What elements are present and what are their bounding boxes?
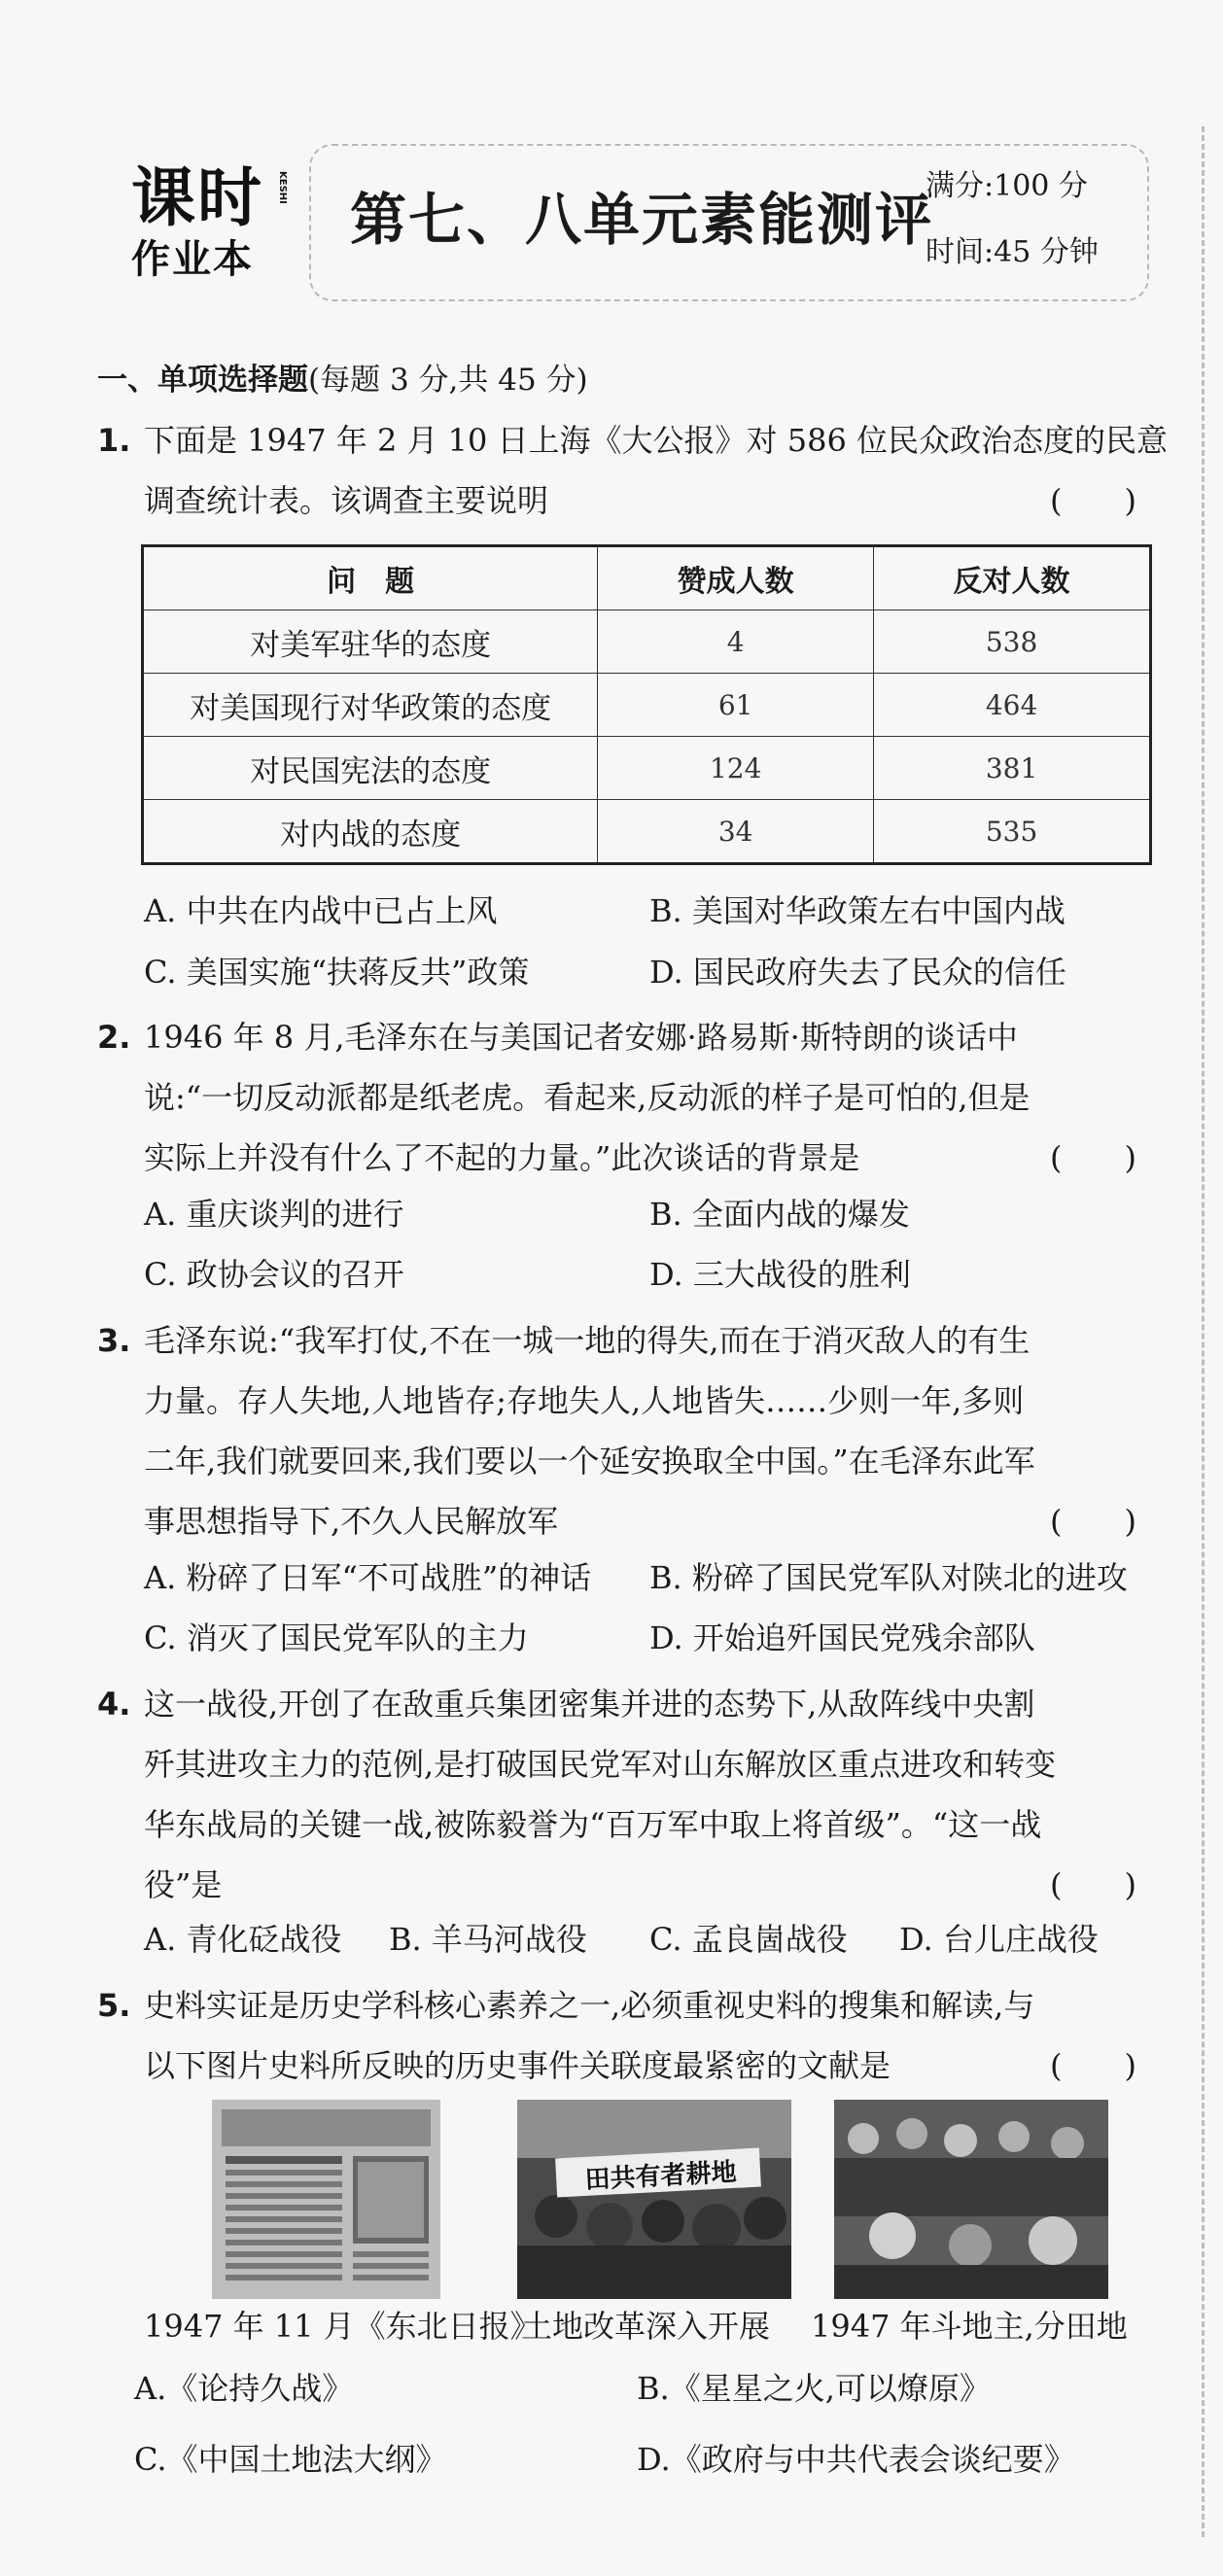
table-cell: 对民国宪法的态度 [143, 737, 598, 800]
photo-caption-2: 土地改革深入开展 [521, 2308, 771, 2345]
option-d[interactable]: D. 开始追歼国民党残余部队 [649, 1619, 1035, 1656]
table-row [143, 674, 1151, 737]
newspaper-image [212, 2100, 440, 2299]
question-number: 1. [97, 422, 131, 459]
newspaper-photo [212, 2100, 440, 2299]
answer-blank[interactable]: ( ) [1050, 1139, 1136, 1176]
question-line: 毛泽东说:“我军打仗,不在一城一地的得失,而在于消灭敌人的有生 [144, 1322, 1031, 1359]
table-cell: 124 [598, 737, 874, 800]
table-cell: 538 [874, 610, 1151, 674]
full-score: 满分:100 分 [926, 169, 1088, 203]
option-a[interactable]: A. 重庆谈判的进行 [144, 1196, 404, 1233]
option-d[interactable]: D. 三大战役的胜利 [649, 1256, 911, 1293]
column-header: 问 题 [143, 546, 598, 610]
table-row [143, 800, 1151, 864]
question-3 [97, 1310, 1157, 1553]
option-a[interactable]: A. 粉碎了日军“不可战胜”的神话 [144, 1559, 592, 1596]
option-b[interactable]: B. 美国对华政策左右中国内战 [649, 892, 1066, 929]
answer-blank[interactable]: ( ) [1050, 2047, 1136, 2084]
table-row [143, 737, 1151, 800]
question-number: 3. [97, 1322, 131, 1359]
brand-side-text: KESHI [277, 171, 288, 204]
answer-blank[interactable]: ( ) [1050, 1503, 1136, 1540]
question-line: 事思想指导下,不久人民解放军 [144, 1503, 559, 1540]
answer-blank[interactable]: ( ) [1050, 1866, 1136, 1903]
option-d[interactable]: D. 国民政府失去了民众的信任 [649, 954, 1066, 991]
option-c[interactable]: C.《中国土地法大纲》 [134, 2441, 447, 2478]
question-2 [97, 1007, 1157, 1192]
table-cell: 对内战的态度 [143, 800, 598, 864]
column-header: 反对人数 [874, 546, 1151, 610]
question-line: 力量。存人失地,人地皆存;存地失人,人地皆失……少则一年,多则 [144, 1382, 1025, 1419]
option-a[interactable]: A.《论持久战》 [134, 2370, 354, 2407]
section-note: (每题 3 分,共 45 分) [308, 363, 588, 398]
table-cell: 4 [598, 610, 874, 674]
question-line: 下面是 1947 年 2 月 10 日上海《大公报》对 586 位民众政治态度的民意 [144, 422, 1168, 459]
option-d[interactable]: D. 台儿庄战役 [899, 1921, 1099, 1958]
survey-table [141, 544, 1152, 865]
land-reform-photo [517, 2100, 791, 2299]
photo-caption-1: 1947 年 11 月《东北日报》 [144, 2308, 542, 2345]
question-line: 役”是 [144, 1866, 223, 1903]
question-4 [97, 1674, 1157, 1917]
crowd-image [517, 2100, 791, 2299]
question-line: 这一战役,开创了在敌重兵集团密集并进的态势下,从敌阵线中央割 [144, 1686, 1035, 1723]
section-label: 一、单项选择题 [97, 363, 308, 398]
question-line: 以下图片史料所反映的历史事件关联度最紧密的文献是 [144, 2047, 891, 2084]
table-row [143, 610, 1151, 674]
brand-logo [131, 160, 297, 282]
question-line: 1946 年 8 月,毛泽东在与美国记者安娜·路易斯·斯特朗的谈话中 [144, 1019, 1018, 1056]
table-cell: 464 [874, 674, 1151, 737]
option-a[interactable]: A. 中共在内战中已占上风 [144, 892, 498, 929]
question-number: 5. [97, 1987, 131, 2024]
question-line: 史料实证是历史学科核心素养之一,必须重视史料的搜集和解读,与 [144, 1987, 1035, 2024]
question-line: 二年,我们就要回来,我们要以一个延安换取全中国。”在毛泽东此军 [144, 1443, 1035, 1479]
option-c[interactable]: C. 孟良崮战役 [649, 1921, 848, 1958]
table-cell: 61 [598, 674, 874, 737]
question-line: 歼其进攻主力的范例,是打破国民党军对山东解放区重点进攻和转变 [144, 1746, 1057, 1783]
table-header-row [143, 546, 1151, 610]
time-limit: 时间:45 分钟 [926, 235, 1099, 269]
table-cell: 535 [874, 800, 1151, 864]
table-cell: 对美国现行对华政策的态度 [143, 674, 598, 737]
question-number: 4. [97, 1686, 131, 1723]
section-heading [97, 358, 588, 402]
option-b[interactable]: B. 全面内战的爆发 [649, 1196, 910, 1233]
table-cell: 34 [598, 800, 874, 864]
column-header: 赞成人数 [598, 546, 874, 610]
meeting-image [834, 2100, 1108, 2299]
option-c[interactable]: C. 政协会议的召开 [144, 1256, 404, 1293]
question-1 [97, 410, 1168, 527]
option-c[interactable]: C. 美国实施“扶蒋反共”政策 [144, 954, 530, 991]
table-cell: 381 [874, 737, 1151, 800]
question-line: 调查统计表。该调查主要说明 [144, 482, 549, 519]
option-b[interactable]: B. 羊马河战役 [389, 1921, 587, 1958]
brand-top-text: 课时 [131, 160, 263, 235]
banner-text: 田共有者耕地 [583, 2157, 738, 2196]
question-line: 华东战局的关键一战,被陈毅誉为“百万军中取上将首级”。“这一战 [144, 1806, 1042, 1843]
page-title: 第七、八单元素能测评 [350, 187, 934, 253]
struggle-meeting-photo [834, 2100, 1108, 2299]
option-a[interactable]: A. 青化砭战役 [144, 1921, 342, 1958]
option-c[interactable]: C. 消灭了国民党军队的主力 [144, 1619, 529, 1656]
question-number: 2. [97, 1019, 131, 1056]
option-d[interactable]: D.《政府与中共代表会谈纪要》 [637, 2441, 1075, 2478]
table-cell: 对美军驻华的态度 [143, 610, 598, 674]
question-line: 说:“一切反动派都是纸老虎。看起来,反动派的样子是可怕的,但是 [144, 1079, 1031, 1116]
photo-caption-3: 1947 年斗地主,分田地 [811, 2308, 1128, 2345]
answer-blank[interactable]: ( ) [1050, 482, 1136, 519]
question-5 [97, 1975, 1157, 2096]
question-line: 实际上并没有什么了不起的力量。”此次谈话的背景是 [144, 1139, 860, 1176]
binding-dashed-line [1202, 126, 1205, 2537]
option-b[interactable]: B.《星星之火,可以燎原》 [637, 2370, 991, 2407]
option-b[interactable]: B. 粉碎了国民党军队对陕北的进攻 [649, 1559, 1128, 1596]
brand-bottom-text: 作业本 [131, 237, 254, 282]
